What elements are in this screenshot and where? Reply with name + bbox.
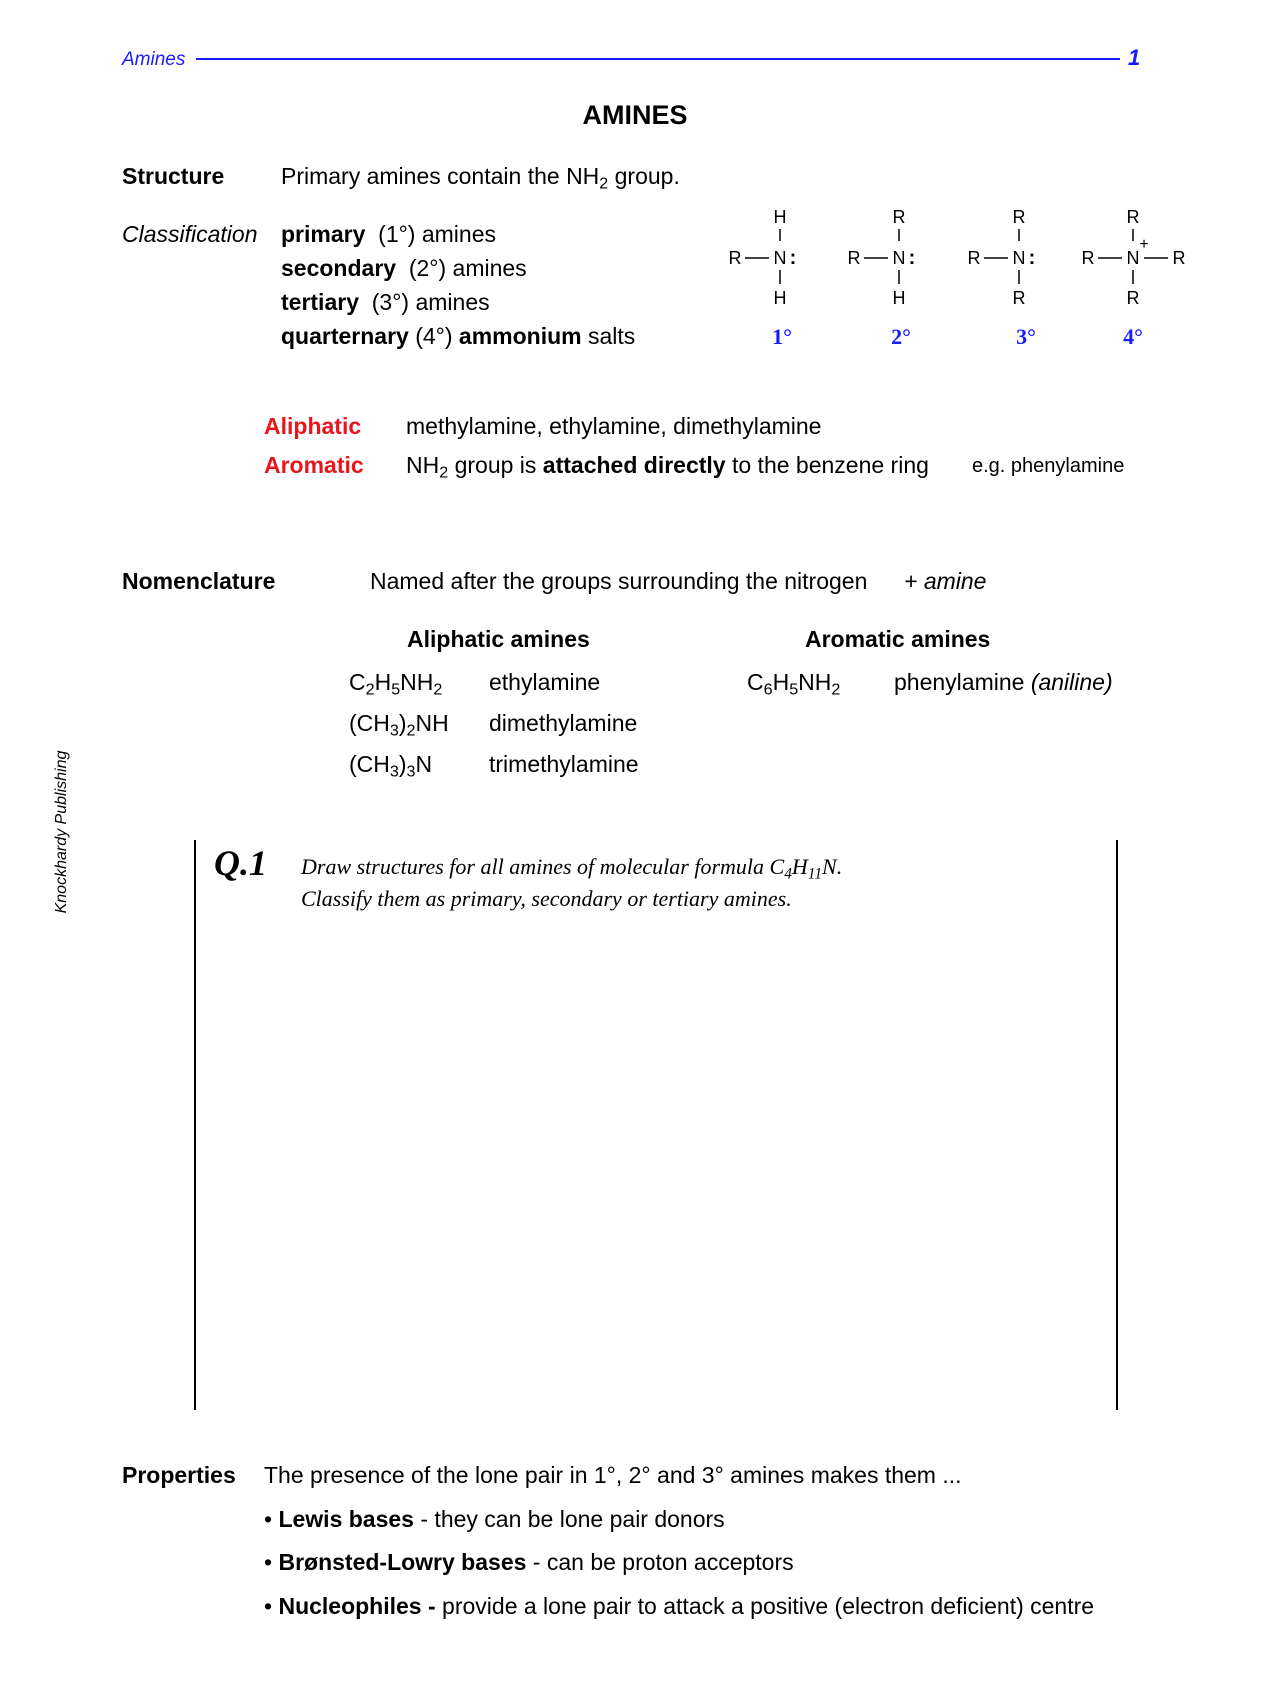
classification-row-tertiary: tertiary (3°) amines xyxy=(281,289,490,315)
page-title: AMINES xyxy=(582,100,688,130)
diagram-1-degree: 1° xyxy=(772,324,792,349)
header-rule xyxy=(196,58,1120,60)
diagram-tertiary xyxy=(968,207,1036,349)
nomenclature-suffix: + amine xyxy=(904,568,987,594)
answer-box-left-border xyxy=(194,840,196,1410)
diagram-1-top: H xyxy=(773,207,787,227)
page-number: 1 xyxy=(1128,45,1141,70)
diagram-2-bottom: H xyxy=(892,288,906,308)
question-line-2: Classify them as primary, secondary or tertiary amines. xyxy=(301,886,792,911)
aliphatic-label: Aliphatic xyxy=(264,413,362,439)
diagram-1-bottom: H xyxy=(773,288,787,308)
diagram-primary xyxy=(729,207,797,349)
diagram-2-degree: 2° xyxy=(891,324,911,349)
formula-dimethylamine: $(CH_3)_2NH$ xyxy=(349,710,449,740)
nomenclature-text: Named after the groups surrounding the nitrogen xyxy=(370,568,868,594)
diagram-4-left: R xyxy=(1081,248,1095,268)
aromatic-example: e.g. phenylamine xyxy=(972,455,1125,477)
diagram-2-lone-pair: : xyxy=(908,247,916,269)
nomenclature-label: Nomenclature xyxy=(122,568,276,594)
diagram-3-top: R xyxy=(1012,207,1026,227)
aromatic-label: Aromatic xyxy=(264,452,364,478)
diagram-3-left: R xyxy=(967,248,981,268)
formula-phenylamine: $C_6H_5NH_2$ xyxy=(747,669,841,699)
diagram-4-degree: 4° xyxy=(1123,324,1143,349)
diagram-1-lone-pair: : xyxy=(789,247,797,269)
header-title: Amines xyxy=(122,49,186,70)
name-trimethylamine: trimethylamine xyxy=(489,751,639,777)
structure-label: Structure xyxy=(122,163,225,189)
diagram-quaternary xyxy=(1082,207,1186,349)
bullet-bronsted-lowry: • Brønsted-Lowry bases - can be proton acceptors xyxy=(264,1549,794,1575)
diagram-2-left: R xyxy=(847,248,861,268)
diagram-4-top: R xyxy=(1126,207,1140,227)
classification-label: Classification xyxy=(122,221,258,247)
diagram-3-lone-pair: : xyxy=(1028,247,1036,269)
amine-structure-diagrams xyxy=(660,200,1186,360)
diagram-secondary xyxy=(848,207,916,349)
properties-label: Properties xyxy=(122,1462,236,1488)
bullet-lewis-bases: • Lewis bases - they can be lone pair donors xyxy=(264,1506,725,1532)
aromatic-text: $NH_2$ group is attached directly to the benzene ring xyxy=(406,452,929,482)
name-phenylamine: phenylamine (aniline) xyxy=(894,669,1113,695)
aromatic-amines-heading: Aromatic amines xyxy=(805,626,991,652)
question-number: Q.1 xyxy=(214,843,267,883)
classification-row-secondary: secondary (2°) amines xyxy=(281,255,527,281)
properties-intro: The presence of the lone pair in 1°, 2° and 3° amines makes them ... xyxy=(264,1462,962,1488)
aliphatic-text: methylamine, ethylamine, dimethylamine xyxy=(406,413,822,439)
name-dimethylamine: dimethylamine xyxy=(489,710,638,736)
structure-text: Primary amines contain the $NH_2$ group. xyxy=(281,163,680,193)
diagram-1-left: R xyxy=(728,248,742,268)
bullet-nucleophiles: • Nucleophiles - provide a lone pair to attack a positive (electron deficient) centre xyxy=(264,1593,1095,1619)
diagram-4-center: N xyxy=(1126,248,1140,268)
question-line-1: Draw structures for all amines of molecular formula $C_4H_{11}N$. xyxy=(301,854,843,883)
formula-ethylamine: $C_2H_5NH_2$ xyxy=(349,669,443,699)
diagram-4-charge: + xyxy=(1139,236,1149,253)
diagram-4-right: R xyxy=(1172,248,1186,268)
diagram-4-bottom: R xyxy=(1126,288,1140,308)
classification-row-quarternary: quarternary (4°) ammonium salts xyxy=(281,323,636,349)
diagram-3-center: N xyxy=(1012,248,1026,268)
diagram-2-top: R xyxy=(892,207,906,227)
diagram-3-bottom: R xyxy=(1012,288,1026,308)
name-ethylamine: ethylamine xyxy=(489,669,601,695)
classification-row-primary: primary (1°) amines xyxy=(281,221,496,247)
formula-trimethylamine: $(CH_3)_3N$ xyxy=(349,751,433,781)
diagram-2-center: N xyxy=(892,248,906,268)
diagram-3-degree: 3° xyxy=(1016,324,1036,349)
side-publisher-text: Knockhardy Publishing xyxy=(53,750,70,914)
answer-area[interactable] xyxy=(197,930,1115,1408)
diagram-1-center: N xyxy=(773,248,787,268)
answer-box-right-border xyxy=(1116,840,1118,1410)
aliphatic-amines-heading: Aliphatic amines xyxy=(407,626,590,652)
